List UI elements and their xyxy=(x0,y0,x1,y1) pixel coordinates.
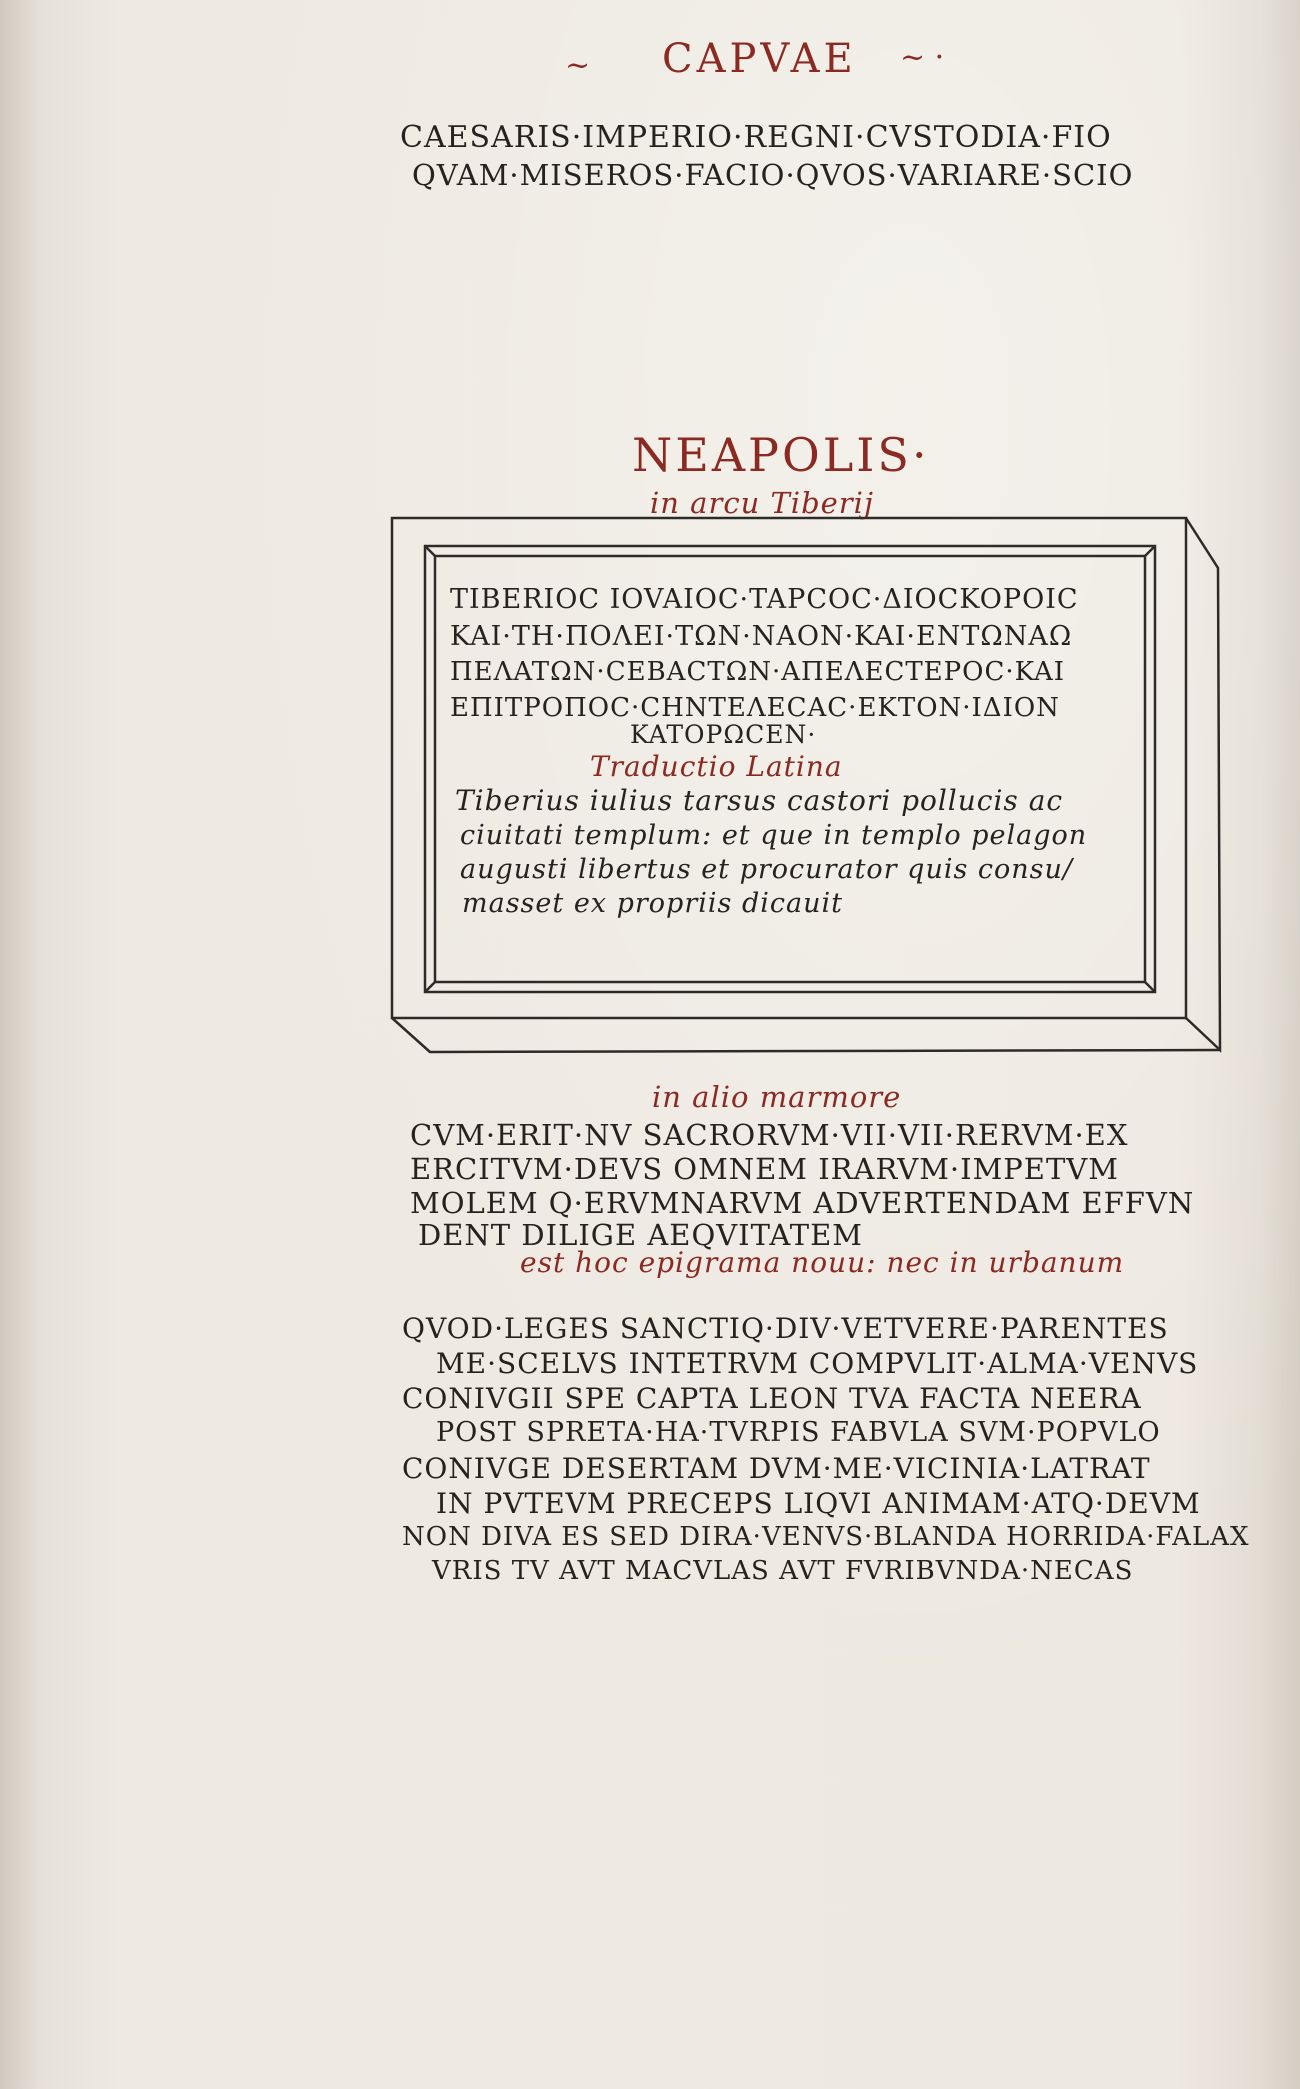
greek-line-4: EΠITPOΠOC·CHNTEΛECAC·EKTON·IΔION xyxy=(450,693,1060,723)
neapolis-subheading: in arcu Tiberij xyxy=(650,486,874,520)
marble-heading: in alio marmore xyxy=(652,1080,902,1114)
marble-line-3: MOLEM Q·ERVMNARVM ADVERTENDAM EFFVN xyxy=(410,1186,1195,1220)
greek-line-5: KATOPΩCEN· xyxy=(630,720,817,749)
marble-line-1: CVM·ERIT·NV SACRORVM·VII·VII·RERVM·EX xyxy=(410,1118,1129,1152)
epigram-line-6: IN PVTEVM PRECEPS LIQVI ANIMAM·ATQ·DEVM xyxy=(436,1487,1201,1520)
epigram-line-3: CONIVGII SPE CAPTA LEON TVA FACTA NEERA xyxy=(402,1382,1142,1415)
marble-line-4: DENT DILIGE AEQVITATEM xyxy=(418,1218,863,1252)
marble-line-2: ERCITVM·DEVS OMNEM IRARVM·IMPETVM xyxy=(410,1152,1119,1186)
flourish-right: ~ · xyxy=(900,40,945,75)
epigram-line-2: ME·SCELVS INTETRVM COMPVLIT·ALMA·VENVS xyxy=(436,1347,1199,1380)
capua-line-2: QVAM·MISEROS·FACIO·QVOS·VARIARE·SCIO xyxy=(412,158,1134,192)
translation-heading: Traductio Latina xyxy=(590,750,843,783)
epigram-line-5: CONIVGE DESERTAM DVM·ME·VICINIA·LATRAT xyxy=(402,1452,1151,1485)
epigram-line-7: NON DIVA ES SED DIRA·VENVS·BLANDA HORRIDA·FALAX xyxy=(402,1522,1250,1552)
flourish-left: ~ xyxy=(565,48,591,83)
greek-line-1: TIBERIOC IOVAIOC·TAPCOC·ΔIOCKOPOIC xyxy=(450,584,1079,615)
latin-line-2: ciuitati templum: et que in templo pelagon xyxy=(460,820,1088,851)
greek-line-2: KAI·TH·ΠOΛEI·TΩN·NAON·KAI·ENTΩNAΩ xyxy=(450,621,1073,652)
capua-line-1: CAESARIS·IMPERIO·REGNI·CVSTODIA·FIO xyxy=(400,120,1112,155)
latin-line-1: Tiberius iulius tarsus castori pollucis ac xyxy=(455,784,1064,817)
latin-line-4: masset ex propriis dicauit xyxy=(462,888,843,919)
epigram-line-4: POST SPRETA·HA·TVRPIS FABVLA SVM·POPVLO xyxy=(436,1417,1161,1448)
capua-heading: CAPVAE xyxy=(662,36,857,82)
latin-line-3: augusti libertus et procurator quis consu/ xyxy=(460,854,1074,885)
marble-note: est hoc epigrama nouu: nec in urbanum xyxy=(520,1246,1125,1279)
greek-line-3: ΠEΛATΩN·CEBACTΩN·AΠEΛECTEPOC·KAI xyxy=(450,657,1066,687)
epigram-line-1: QVOD·LEGES SANCTIQ·DIV·VETVERE·PARENTES xyxy=(402,1312,1169,1345)
epigram-line-8: VRIS TV AVT MACVLAS AVT FVRIBVNDA·NECAS xyxy=(432,1556,1134,1586)
neapolis-heading: NEAPOLIS· xyxy=(632,428,930,482)
